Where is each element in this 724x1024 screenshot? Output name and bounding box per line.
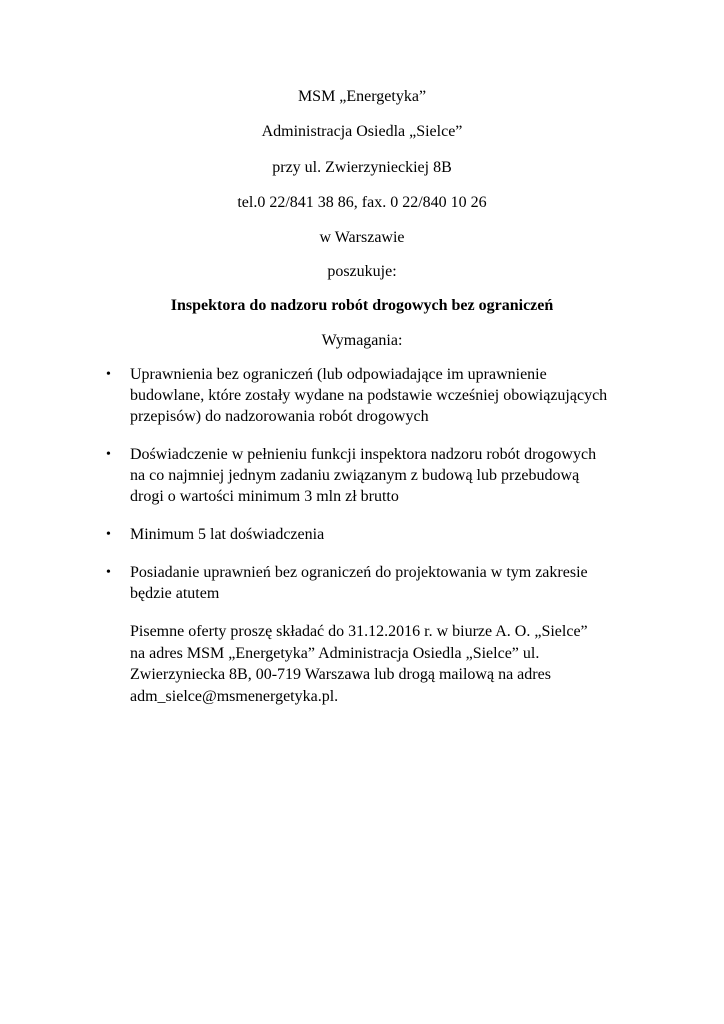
- requirement-text-line: Minimum 5 lat doświadczenia: [130, 526, 325, 543]
- requirements-heading: Wymagania:: [321, 332, 403, 349]
- requirements-list: [106, 364, 666, 621]
- bullet-icon: •: [106, 565, 111, 580]
- seeking-line: poszukuje:: [327, 263, 397, 280]
- list-item: [106, 444, 666, 507]
- closing-text-line: na adres MSM „Energetyka” Administracja Osiedla „Sielce” ul.: [130, 644, 540, 662]
- bullet-icon: •: [106, 527, 111, 542]
- closing-text-line: Zwierzyniecka 8B, 00-719 Warszawa lub drogą mailową na adres: [130, 666, 551, 683]
- job-title: Inspektora do nadzoru robót drogowych bez ograniczeń: [170, 297, 554, 314]
- administration-name: Administracja Osiedla „Sielce”: [261, 123, 463, 140]
- org-name: MSM „Energetyka”: [297, 88, 427, 105]
- requirement-text-line: Posiadanie uprawnień bez ograniczeń do projektowania w tym zakresie: [130, 564, 588, 581]
- list-item: [106, 364, 666, 427]
- city-line: w Warszawie: [319, 229, 405, 246]
- requirement-text-line: budowlane, które zostały wydane na podstawie wcześniej obowiązujących: [130, 387, 608, 404]
- requirement-text-line: przepisów) do nadzorowania robót drogowych: [130, 408, 429, 425]
- requirement-text-line: Doświadczenie w pełnieniu funkcji inspektora nadzoru robót drogowych: [130, 446, 597, 463]
- bullet-icon: •: [106, 367, 111, 382]
- list-item: [106, 524, 666, 545]
- requirement-text-line: na co najmniej jednym zadaniu związanym z budową lub przebudową: [130, 467, 580, 484]
- requirement-text-line: będzie atutem: [130, 585, 220, 602]
- address-line: przy ul. Zwierzynieckiej 8B: [272, 159, 452, 176]
- closing-text-line: adm_sielce@msmenergetyka.pl.: [130, 687, 339, 705]
- contact-line: tel.0 22/841 38 86, fax. 0 22/840 10 26: [237, 194, 487, 211]
- closing-paragraph: [130, 621, 670, 707]
- requirement-text-line: drogi o wartości minimum 3 mln zł brutto: [130, 488, 399, 505]
- list-item: [106, 562, 666, 604]
- bullet-icon: •: [106, 447, 111, 462]
- closing-text-line: Pisemne oferty proszę składać do 31.12.2016 r. w biurze A. O. „Sielce”: [130, 623, 588, 640]
- requirement-text-line: Uprawnienia bez ograniczeń (lub odpowiadające im uprawnienie: [130, 366, 547, 383]
